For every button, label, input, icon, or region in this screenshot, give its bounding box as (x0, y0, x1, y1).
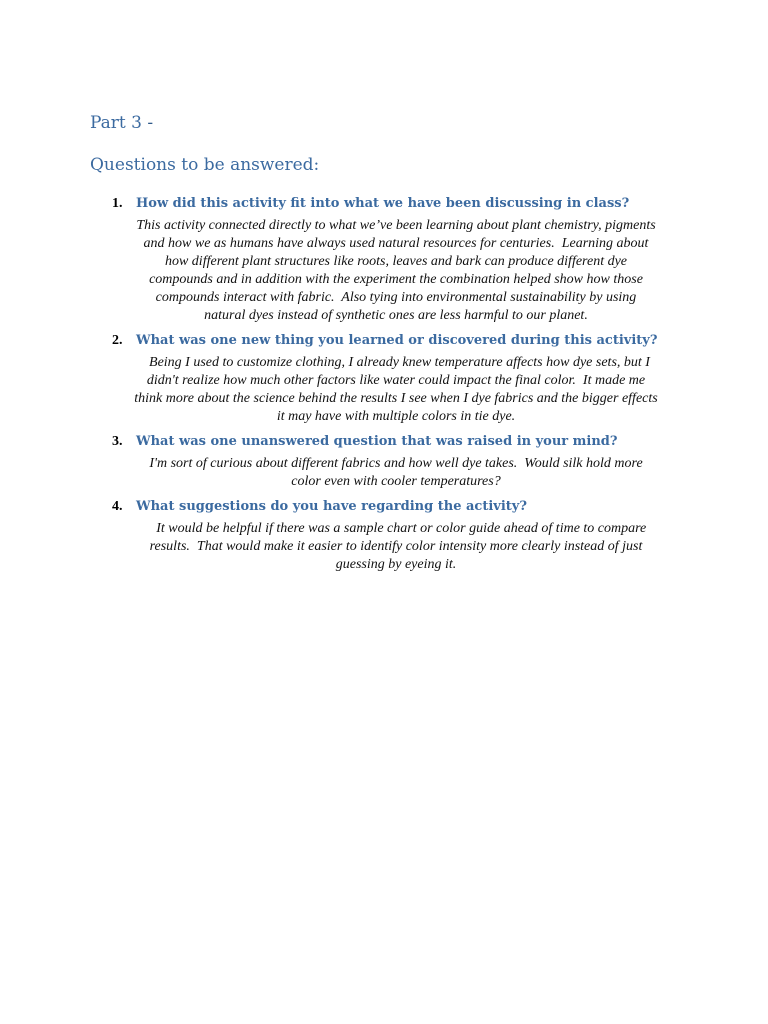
answer-line: I'm sort of curious about different fabrics and how well dye takes. Would silk hold more (149, 456, 643, 471)
question-text: How did this activity fit into what we have been discussing in class? (136, 196, 630, 211)
question-number: 3. (112, 434, 123, 449)
question-item-4 (112, 499, 692, 574)
question-item-2 (112, 333, 692, 426)
question-row (112, 333, 692, 349)
question-number: 4. (112, 499, 123, 514)
question-text: What suggestions do you have regarding the activity? (136, 499, 527, 514)
question-text: What was one new thing you learned or discovered during this activity? (136, 333, 658, 348)
answer-line: compounds and in addition with the experiment the combination helped show how those (149, 272, 643, 287)
answer-line: didn't realize how much other factors like water could impact the final color. It made me (146, 373, 646, 388)
answer-paragraph (112, 354, 680, 426)
answer-line: compounds interact with fabric. Also tying into environmental sustainability by using (155, 290, 637, 305)
question-number: 2. (112, 333, 123, 348)
question-row (112, 499, 692, 515)
answer-paragraph (112, 455, 680, 491)
answer-line: This activity connected directly to what we’ve been learning about plant chemistry, pigments (136, 218, 656, 233)
answer-line: guessing by eyeing it. (335, 557, 457, 572)
answer-line: how different plant structures like roots, leaves and bark can produce different dye (164, 254, 628, 269)
question-row (112, 434, 692, 450)
question-text: What was one unanswered question that was raised in your mind? (136, 434, 618, 449)
part-heading-dash: - (147, 113, 154, 133)
answer-line: it may have with multiple colors in tie dye. (276, 409, 516, 424)
question-row (112, 196, 692, 212)
answer-line: It would be helpful if there was a sample chart or color guide ahead of time to compare (145, 521, 647, 536)
answer-line: natural dyes instead of synthetic ones are less harmful to our planet. (204, 308, 588, 323)
answer-line: results. That would make it easier to identify color intensity more clearly instead of just (149, 539, 643, 554)
question-number: 1. (112, 196, 123, 211)
questions-heading: Questions to be answered: (90, 155, 320, 175)
part-heading-label: Part 3 (90, 113, 142, 133)
answer-line: and how we as humans have always used natural resources for centuries. Learning about (143, 236, 649, 251)
answer-line: Being I used to customize clothing, I already knew temperature affects how dye sets, but I (142, 355, 650, 370)
part-heading (90, 113, 153, 133)
answer-paragraph (112, 520, 680, 574)
question-item-1 (112, 196, 692, 325)
answer-line: color even with cooler temperatures? (291, 474, 501, 489)
answer-paragraph (112, 217, 680, 325)
question-item-3 (112, 434, 692, 491)
answer-line: think more about the science behind the results I see when I dye fabrics and the bigger effects (134, 391, 658, 406)
